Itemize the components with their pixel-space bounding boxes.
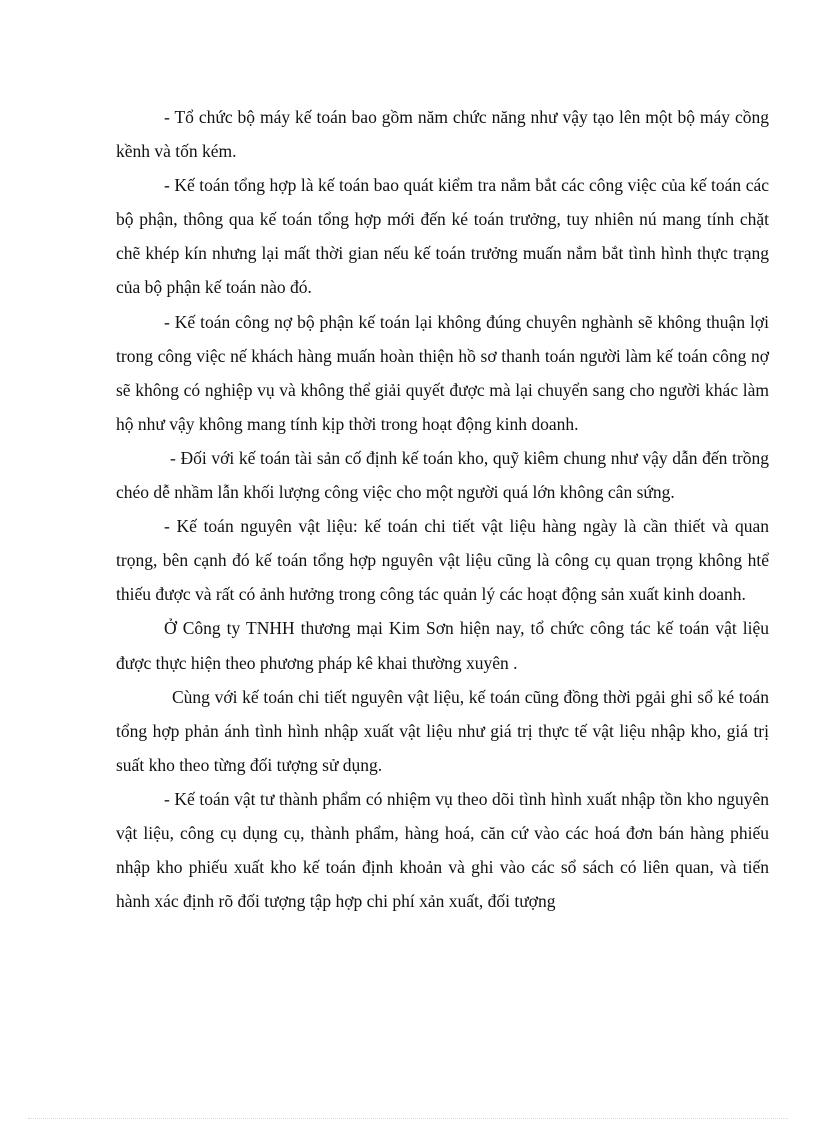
paragraph-materials-accounting: - Kế toán nguyên vật liệu: kế toán chi tiết vật liệu hàng ngày là cần thiết và quan trọng, bên cạnh đó kế toán tổng hợp nguyên vật liệu cũng là công cụ quan trọng không htể thiếu được và rất có ảnh hưởng trong công tác quản lý các hoạt động sản xuất kinh doanh.: [116, 516, 769, 605]
paragraph-general-ledger: Cùng với kế toán chi tiết nguyên vật liệu, kế toán cũng đồng thời pgải ghi sổ ké toán tổng hợp phản ánh tình hình nhập xuất vật liệu như giá trị thực tế vật liệu nhập kho, giá trị suất kho theo từng đối tượng sử dụng.: [116, 686, 769, 775]
paragraph-kim-son-company: Ở Công ty TNHH thương mại Kim Sơn hiện nay, tổ chức công tác kế toán vật liệu được thực hiện theo phương pháp kê khai thường xuyên .: [116, 618, 769, 673]
paragraph-org-structure: - Tổ chức bộ máy kế toán bao gồm năm chức năng như vậy tạo lên một bộ máy cồng kềnh và tốn kém.: [116, 107, 769, 162]
document-body: [116, 100, 769, 918]
paragraph-inventory-accounting: - Kế toán vật tư thành phẩm có nhiệm vụ theo dõi tình hình xuất nhập tồn kho nguyên vật liệu, công cụ dụng cụ, thành phẩm, hàng hoá, căn cứ vào các hoá đơn bán hàng phiếu nhập kho phiếu xuất kho kế toán định khoản và ghi vào các sổ sách có liên quan, và tiến hành xác định rõ đối tượng tập hợp chi phí xản xuất, đối tượng: [116, 788, 769, 912]
paragraph-general-accounting: - Kế toán tổng hợp là kế toán bao quát kiểm tra nắm bắt các công việc của kế toán các bộ phận, thông qua kế toán tổng hợp mới đến ké toán trưởng, tuy nhiên nú mang tính chặt chẽ khép kín nhưng lại mất thời gian nếu kế toán trưởng muấn nắm bắt tình hình thực trạng của bộ phận kế toán nào đó.: [116, 175, 769, 298]
paragraph-debt-accounting: - Kế toán công nợ bộ phận kế toán lại không đúng chuyên nghành sẽ không thuận lợi trong công việc nế khách hàng muấn hoàn thiện hồ sơ thanh toán người làm kế toán công nợ sẽ không có nghiệp vụ và không thể giải quyết được mà lại chuyển sang cho người khác làm hộ như vậy không mang tính kịp thời trong hoạt động kinh doanh.: [116, 311, 769, 434]
paragraph-fixed-assets: - Đối với kế toán tài sản cố định kế toán kho, quỹ kiêm chung như vậy dẫn đến trồng chéo dễ nhầm lẫn khối lượng công việc cho một người quá lớn không cân sứng.: [116, 447, 769, 503]
page-bottom-divider: [28, 1118, 788, 1119]
